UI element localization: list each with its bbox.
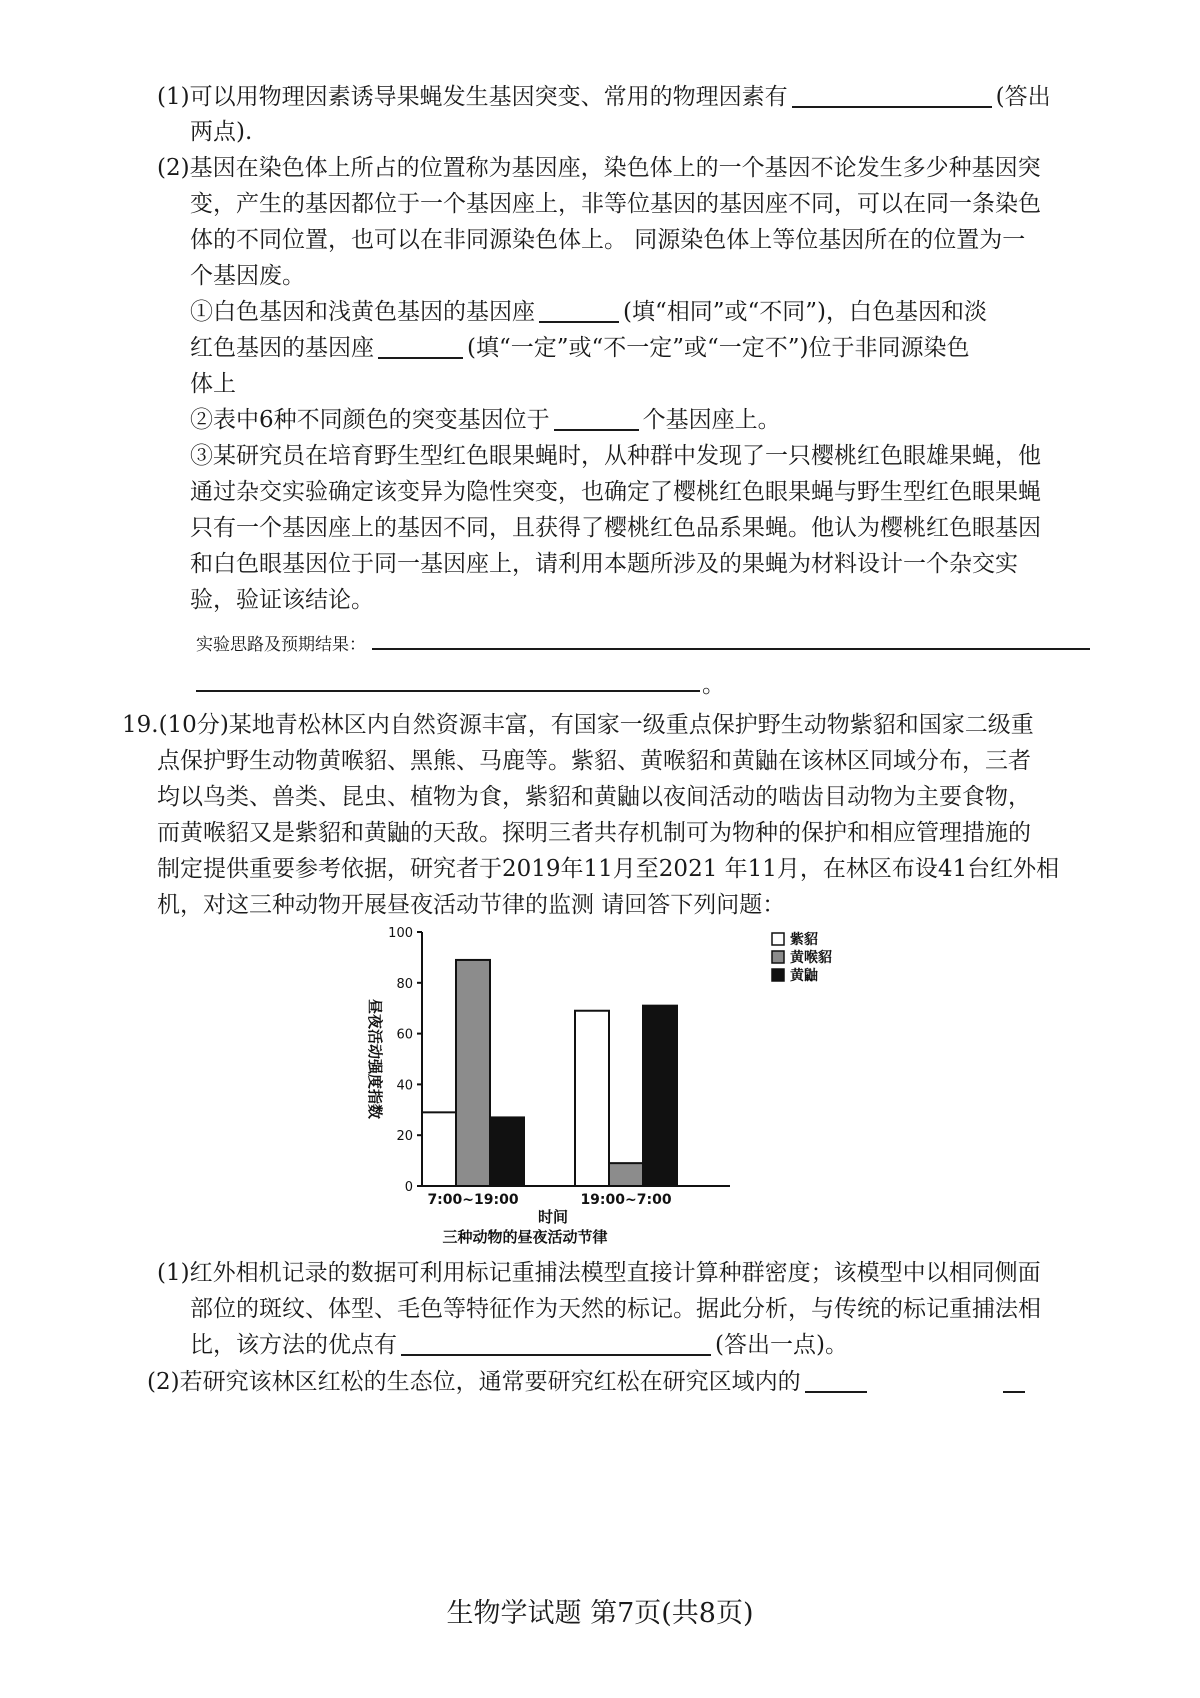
legend-swatch [772, 933, 784, 945]
q18-sub1-line2: 红色基因的基因座 (填“一定”或“不一定”或“一定不”)位于非同源染色 [190, 335, 970, 361]
answer-blank[interactable] [554, 407, 639, 431]
q18-part2-line4: 个基因废。 [190, 263, 305, 289]
q18-part2-line3: 体的不同位置，也可以在非同源染色体上。 同源染色体上等位基因所在的位置为一 [190, 227, 1026, 253]
answer-end-mark: 。 [702, 672, 725, 698]
bar-黄鼬-1 [490, 1117, 524, 1186]
activity-bar-chart [340, 918, 860, 1248]
q18-part2-line1: (2)基因在染色体上所占的位置称为基因座，染色体上的一个基因不论发生多少种基因突 [157, 155, 1041, 181]
q19-part2-line1: (2)若研究该林区红松的生态位，通常要研究红松在研究区域内的 [147, 1367, 871, 1397]
q18-part1-line2: 两点). [190, 119, 253, 145]
y-tick-label: 0 [404, 1180, 413, 1195]
q19-line3: 均以鸟类、兽类、昆虫、植物为食，紫貂和黄鼬以夜间活动的啮齿目动物为主要食物， [157, 784, 1031, 810]
y-tick-label: 40 [396, 1078, 413, 1094]
answer-blank[interactable] [792, 84, 992, 108]
y-tick-label: 60 [396, 1027, 413, 1043]
experiment-label: 实验思路及预期结果： [196, 635, 366, 655]
bar-紫貂-1 [422, 1112, 456, 1186]
chart-title: 三种动物的昼夜活动节律 [442, 1228, 608, 1246]
answer-blank-tail[interactable] [1003, 1391, 1025, 1393]
x-tick-label: 7:00~19:00 [427, 1192, 519, 1208]
bar-紫貂-2 [575, 1011, 609, 1186]
answer-line[interactable] [196, 690, 700, 692]
q19-line6: 机，对这三种动物开展昼夜活动节律的监测 请回答下列问题： [157, 892, 786, 918]
q19-part1-line3: 比，该方法的优点有 (答出一点)。 [190, 1332, 848, 1358]
q19-part1-line2: 部位的斑纹、体型、毛色等特征作为天然的标记。据此分析，与传统的标记重捕法相 [190, 1296, 1041, 1322]
answer-blank[interactable] [401, 1332, 711, 1356]
answer-blank[interactable] [378, 335, 463, 359]
y-tick-label: 100 [388, 926, 413, 941]
page-footer: 生物学试题 第7页(共8页) [446, 1598, 754, 1629]
legend-label: 黄鼬 [790, 968, 818, 984]
x-tick-label: 19:00~7:00 [580, 1192, 672, 1208]
y-axis-label: 昼夜活动强度指数 [366, 998, 384, 1120]
y-tick-label: 80 [396, 976, 413, 992]
q18-sub1-line3: 体上 [190, 371, 236, 397]
answer-blank[interactable] [805, 1369, 867, 1393]
legend-swatch [772, 951, 784, 963]
q19-line4: 而黄喉貂又是紫貂和黄鼬的天敌。探明三者共存机制可为物种的保护和相应管理措施的 [157, 820, 1031, 846]
legend-label: 黄喉貂 [790, 950, 832, 966]
bar-黄喉貂-1 [456, 960, 490, 1186]
legend-swatch [772, 969, 784, 981]
q18-sub1-line1: ①白色基因和浅黄色基因的基因座 (填“相同”或“不同”)，白色基因和淡 [190, 299, 987, 325]
q18-sub3-line1: ③某研究员在培育野生型红色眼果蝇时，从种群中发现了一只樱桃红色眼雄果蝇，他 [190, 443, 1041, 469]
bar-黄喉貂-2 [609, 1163, 643, 1186]
q19-line2: 点保护野生动物黄喉貂、黑熊、马鹿等。紫貂、黄喉貂和黄鼬在该林区同域分布，三者 [157, 748, 1031, 774]
q19-line5: 制定提供重要参考依据，研究者于2019年11月至2021 年11月，在林区布设41台红外相 [157, 856, 1060, 882]
q18-part1-line1: (1)可以用物理因素诱导果蝇发生基因突变、常用的物理因素有 (答出 [157, 84, 1051, 110]
answer-line[interactable] [372, 648, 1090, 650]
legend-label: 紫貂 [790, 932, 818, 948]
answer-blank[interactable] [539, 299, 619, 323]
q18-sub3-line4: 和白色眼基因位于同一基因座上，请利用本题所涉及的果蝇为材料设计一个杂交实 [190, 551, 1018, 577]
y-tick-label: 20 [396, 1129, 413, 1145]
q18-sub3-line2: 通过杂交实验确定该变异为隐性突变，也确定了樱桃红色眼果蝇与野生型红色眼果蝇 [190, 479, 1041, 505]
q18-sub3-line3: 只有一个基因座上的基因不同，且获得了樱桃红色品系果蝇。他认为樱桃红色眼基因 [190, 515, 1041, 541]
bar-黄鼬-2 [643, 1006, 677, 1186]
q18-part2-line2: 变，产生的基因都位于一个基因座上，非等位基因的基因座不同，可以在同一条染色 [190, 191, 1041, 217]
x-axis-label: 时间 [537, 1208, 569, 1226]
q19-part1-line1: (1)红外相机记录的数据可利用标记重捕法模型直接计算种群密度；该模型中以相同侧面 [157, 1260, 1041, 1286]
q19-line1: 19.(10分)某地青松林区内自然资源丰富，有国家一级重点保护野生动物紫貂和国家二级重 [122, 712, 1034, 738]
q18-sub2: ②表中6种不同颜色的突变基因位于 个基因座上。 [190, 407, 781, 433]
q18-sub3-line5: 验，验证该结论。 [190, 587, 374, 613]
